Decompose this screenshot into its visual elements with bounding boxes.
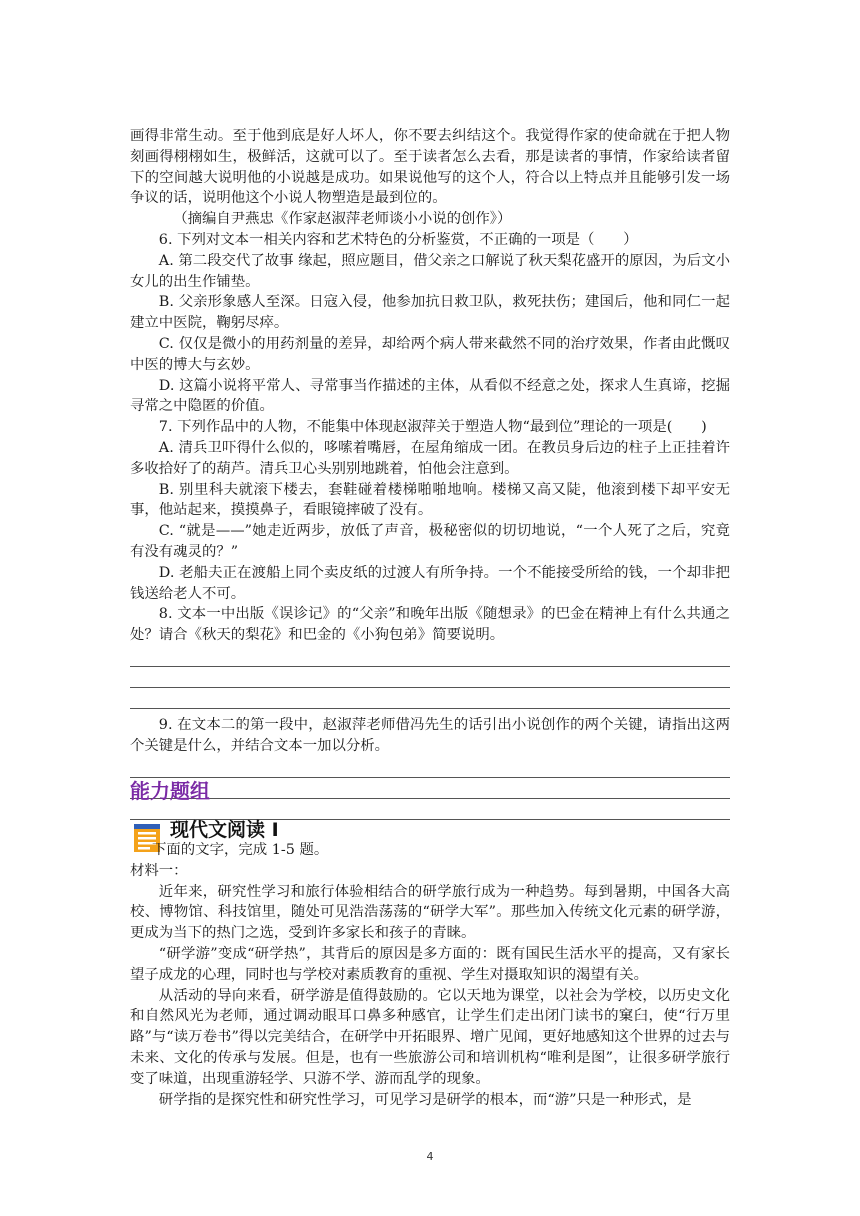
material-label: 材料一：	[130, 862, 188, 879]
document-body	[130, 126, 730, 820]
section-title: 能力题组	[130, 779, 210, 803]
reading-body	[130, 840, 730, 1110]
q7-stem: 7. 下列作品中的人物，不能集中体现赵淑萍关于塑造人物“最到位”理论的一项是( )	[158, 419, 707, 436]
q7-option-c: C. “就是——”她走近两步，放低了声音，极秘密似的切切地说，“一个人死了之后，究竟有没有魂灵的？”	[130, 523, 730, 560]
reading-paragraph: 近年来，研究性学习和旅行体验相结合的研学旅行成为一种趋势。每到暑期，中国各大高校、博物馆、科技馆里，随处可见浩浩荡荡的“研学大军”。那些加入传统文化元素的研学游，更成为当下的热门之选，受到许多家长和孩子的青睐。	[130, 883, 730, 942]
q6-option-c: C. 仅仅是微小的用药剂量的差异，却给两个病人带来截然不同的治疗效果，作者由此慨叹中医的博大与玄妙。	[130, 335, 730, 373]
answer-line[interactable]	[130, 667, 730, 688]
q8-stem: 8. 文本一中出版《误诊记》的“父亲”和晚年出版《随想录》的巴金在精神上有什么共通之处？请合《秋天的梨花》和巴金的《小狗包弟》简要说明。	[130, 606, 730, 644]
text1-paragraph: 画得非常生动。至于他到底是好人坏人，你不要去纠结这个。我觉得作家的使命就在于把人物刻画得栩栩如生，极鲜活，这就可以了。至于读者怎么去看，那是读者的事情，作家给读者留下的空间越大说明他的小说越是成功。如果说他写的这个人，符合以上特点并且能够引发一场争议的话，说明他这个小说人物塑造是最到位的。	[130, 128, 730, 207]
q6-option-a: A. 第二段交代了故事 缘起，照应题目，借父亲之口解说了秋天梨花盛开的原因，为后文小女儿的出生作铺垫。	[130, 252, 730, 290]
reading-subtitle: 现代文阅读 I	[170, 819, 279, 841]
reading-paragraph: 研学指的是探究性和研究性学习，可见学习是研学的根本，而“游”只是一种形式，是	[158, 1091, 692, 1108]
q7-option-d: D. 老船夫正在渡船上同个卖皮纸的过渡人有所争持。一个不能接受所给的钱，一个却非把钱送给老人不可。	[130, 564, 730, 602]
reading-intro: 下面的文字，完成 1-5 题。	[152, 842, 329, 858]
q7-option-b: B. 别里科夫就滚下楼去，套鞋碰着楼梯啪啪地响。楼梯又高又陡，他滚到楼下却平安无事，他站起来，摸摸鼻子，看眼镜摔破了没有。	[130, 481, 730, 519]
q6-stem: 6. 下列对文本一相关内容和艺术特色的分析鉴赏，不正确的一项是（ ）	[158, 231, 638, 248]
answer-line[interactable]	[130, 778, 730, 799]
answer-line[interactable]	[130, 757, 730, 778]
text1-source: （摘编自尹燕忠《作家赵淑萍老师谈小小说的创作》）	[173, 211, 512, 228]
q7-option-a: A. 清兵卫吓得什么似的，哆嗦着嘴唇，在屋角缩成一团。在教员身后边的柱子上正挂着许多收拾好了的葫芦。清兵卫心头别别地跳着，怕他会注意到。	[130, 439, 730, 477]
q6-option-b: B. 父亲形象感人至深。日寇入侵，他参加抗日救卫队，救死扶伤；建国后，他和同仁一起建立中医院，鞠躬尽瘁。	[130, 294, 730, 332]
reading-paragraph: “研学游”变成“研学热”，其背后的原因是多方面的：既有国民生活水平的提高，又有家长望子成龙的心理，同时也与学校对素质教育的重视、学生对摄取知识的渴望有关。	[130, 945, 730, 983]
q6-option-d: D. 这篇小说将平常人、寻常事当作描述的主体，从看似不经意之处，探求人生真谛，挖掘寻常之中隐匿的价值。	[130, 377, 730, 415]
answer-line[interactable]	[130, 688, 730, 709]
q9-stem: 9. 在文本二的第一段中，赵淑萍老师借冯先生的话引出小说创作的两个关键，请指出这两个关键是什么，并结合文本一加以分析。	[130, 716, 730, 754]
answer-line[interactable]	[130, 646, 730, 667]
page-number: 4	[426, 1150, 434, 1163]
reading-paragraph: 从活动的导向来看，研学游是值得鼓励的。它以天地为课堂，以社会为学校，以历史文化和自然风光为老师，通过调动眼耳口鼻多种感官，让学生们走出闭门读书的窠臼，使“行万里路”与“读万卷书”得以完美结合，在研学中开拓眼界、增广见闻，更好地感知这个世界的过去与未来、文化的传承与发展。但是，也有一些旅游公司和培训机构“唯利是图”，让很多研学旅行变了味道，出现重游轻学、只游不学、游而乱学的现象。	[130, 987, 730, 1087]
